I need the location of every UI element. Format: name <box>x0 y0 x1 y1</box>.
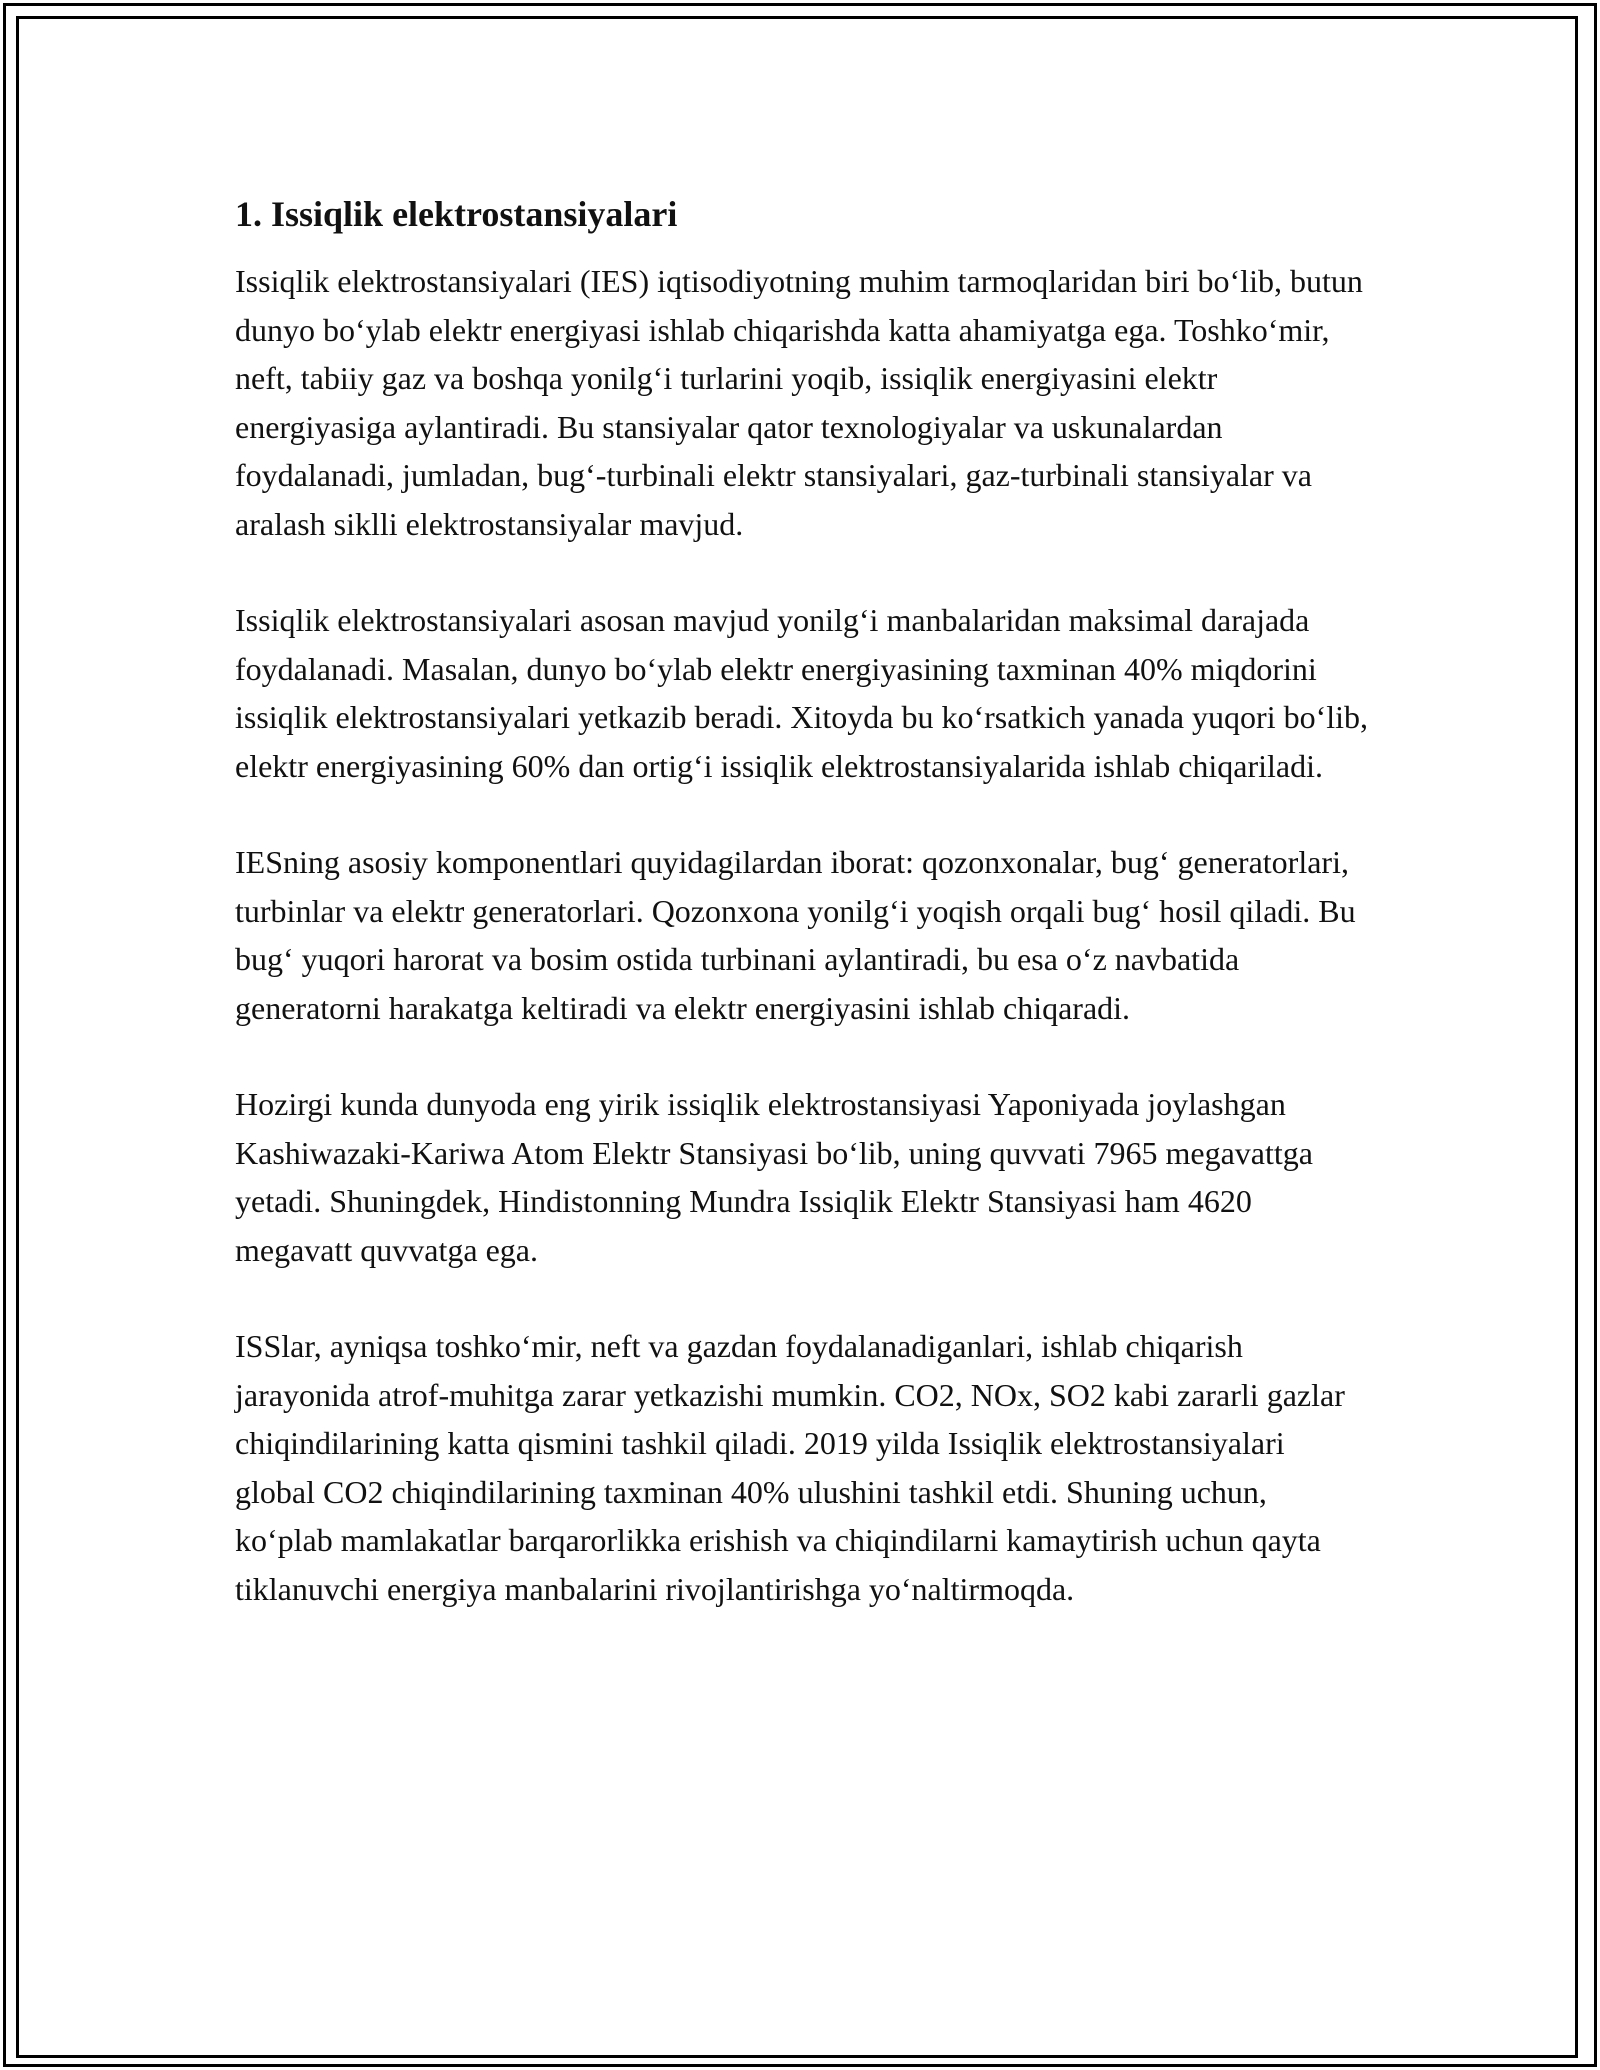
section-heading: 1. Issiqlik elektrostansiyalari <box>235 194 678 234</box>
paragraph-fuel-share: Issiqlik elektrostansiyalari asosan mavjud yonilg‘i manbalaridan maksimal darajada foydalanadi. Masalan, dunyo bo‘ylab elektr energiyasining taxminan 40% miqdorini issiqlik elektrostansiyalari yetkazib beradi. Xitoyda bu ko‘rsatkich yanada yuqori bo‘lib, elektr energiyasining 60% dan ortig‘i issiqlik elektrostansiyalarida ishlab chiqariladi. <box>235 602 1369 784</box>
paragraph-largest-plants: Hozirgi kunda dunyoda eng yirik issiqlik elektrostansiyasi Yaponiyada joylashgan Kashiwazaki-Kariwa Atom Elektr Stansiyasi bo‘lib, uning quvvati 7965 megavattga yetadi. Shuningdek, Hindistonning Mundra Issiqlik Elektr Stansiyasi ham 4620 megavatt quvvatga ega. <box>235 1086 1313 1268</box>
document-body <box>235 190 1370 1661</box>
paragraph-emissions: ISSlar, ayniqsa toshko‘mir, neft va gazdan foydalanadiganlari, ishlab chiqarish jarayonida atrof-muhitga zarar yetkazishi mumkin. CO2, NOx, SO2 kabi zararli gazlar chiqindilarining katta qismini tashkil qiladi. 2019 yilda Issiqlik elektrostansiyalari global CO2 chiqindilarining taxminan 40% ulushini tashkil etdi. Shuning uchun, ko‘plab mamlakatlar barqarorlikka erishish va chiqindilarni kamaytirish uchun qayta tiklanuvchi energiya manbalarini rivojlantirishga yo‘naltirmoqda. <box>235 1328 1345 1607</box>
paragraph-components: IESning asosiy komponentlari quyidagilardan iborat: qozonxonalar, bug‘ generatorlari, turbinlar va elektr generatorlari. Qozonxona yonilg‘i yoqish orqali bug‘ hosil qiladi. Bu bug‘ yuqori harorat va bosim ostida turbinani aylantiradi, bu esa o‘z navbatida generatorni harakatga keltiradi va elektr energiyasini ishlab chiqaradi. <box>235 844 1356 1026</box>
paragraph-intro: Issiqlik elektrostansiyalari (IES) iqtisodiyotning muhim tarmoqlaridan biri bo‘lib, butun dunyo bo‘ylab elektr energiyasi ishlab chiqarishda katta ahamiyatga ega. Toshko‘mir, neft, tabiiy gaz va boshqa yonilg‘i turlarini yoqib, issiqlik energiyasini elektr energiyasiga aylantiradi. Bu stansiyalar qator texnologiyalar va uskunalardan foydalanadi, jumladan, bug‘-turbinali elektr stansiyalari, gaz-turbinali stansiyalar va aralash siklli elektrostansiyalar mavjud. <box>235 263 1363 542</box>
